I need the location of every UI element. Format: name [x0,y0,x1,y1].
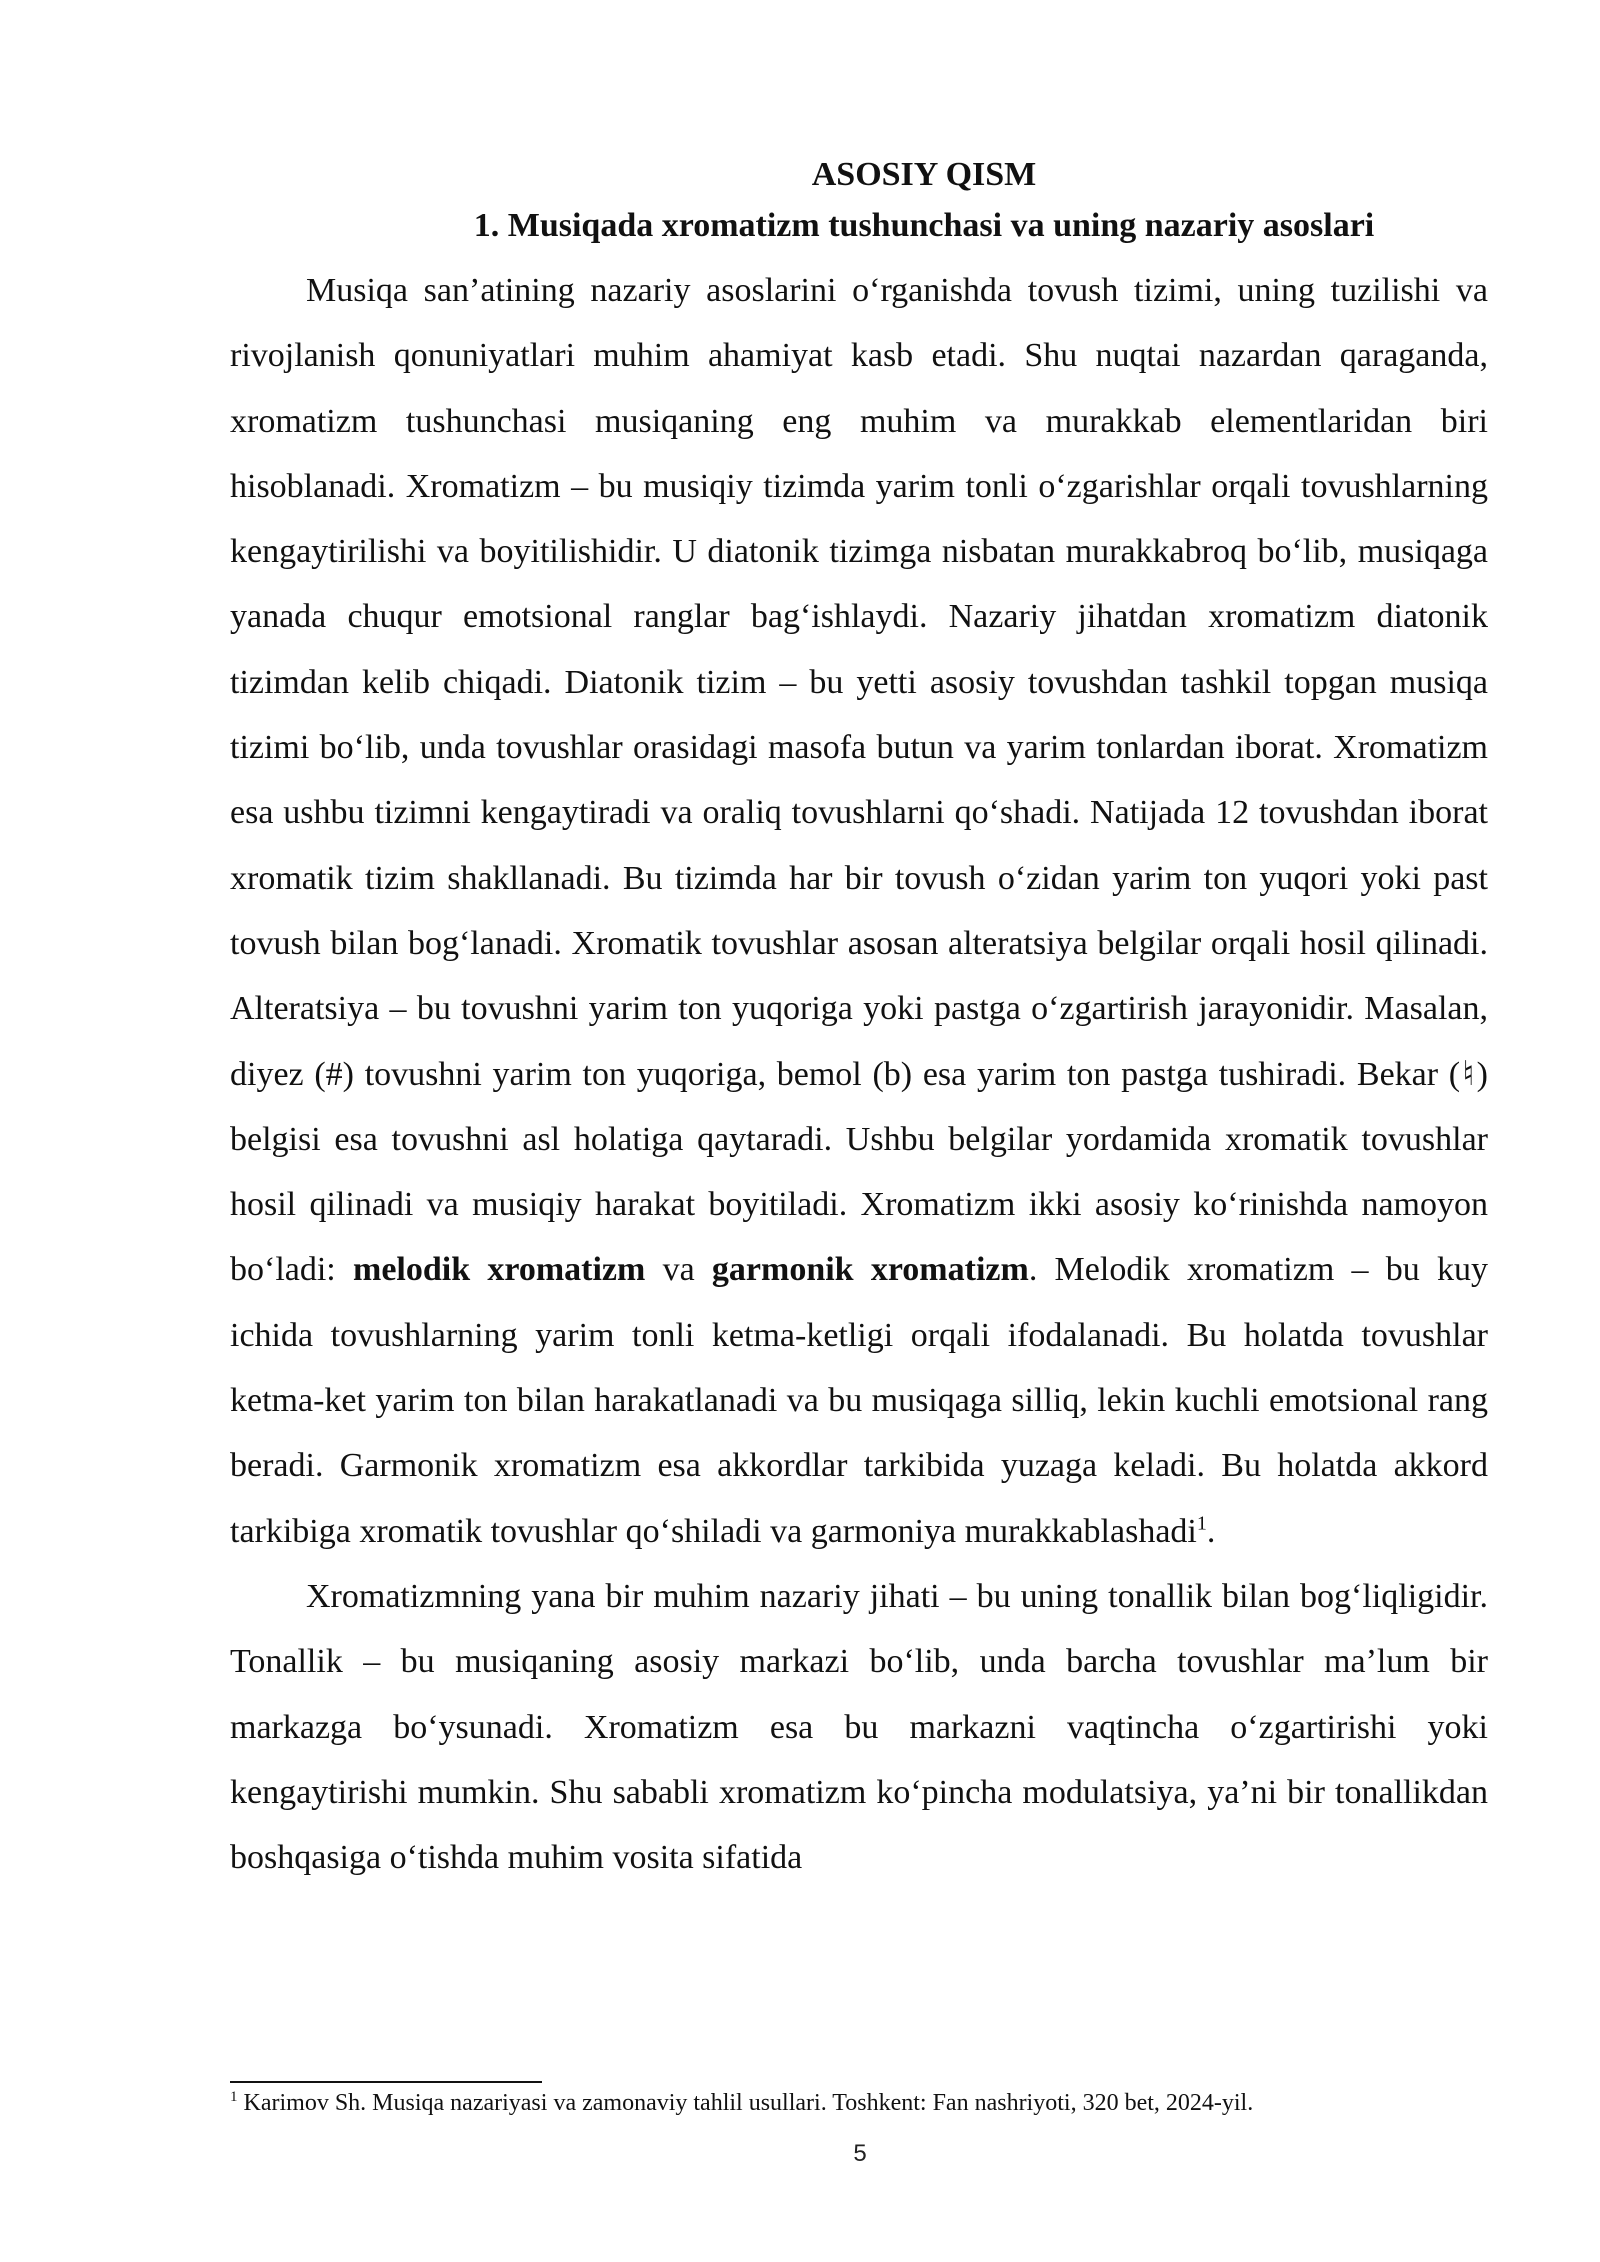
section-heading: ASOSIY QISM [811,156,1037,193]
paragraph-1-text-a: Musiqa san’atining nazariy asoslarini o‘rganishda tovush tizimi, uning tuzilishi va rivojlanish qonuniyatlari muhim ahamiyat kasb etadi. Shu nuqtai nazardan qaraganda, xromatizm tushunchasi musiqaning eng muhim va murakkab elementlaridan biri hisoblanadi. Xromatizm – bu musiqiy tizimda yarim tonli o‘zgarishlar orqali tovushlarning kengaytirilishi va boyitilishidir. U diatonik tizimga nisbatan murakkabroq bo‘lib, musiqaga yanada chuqur emotsional ranglar bag‘ishlaydi. Nazariy jihatdan xromatizm diatonik tizimdan kelib chiqadi. Diatonik tizim – bu yetti asosiy tovushdan tashkil topgan musiqa tizimi bo‘lib, unda tovushlar orasidagi masofa butun va yarim tonlardan iborat. Xromatizm esa ushbu tizimni kengaytiradi va oraliq tovushlarni qo‘shadi. Natijada 12 tovushdan iborat xromatik tizim shakllanadi. Bu tizimda har bir tovush o‘zidan yarim ton yuqori yoki past tovush bilan bog‘lanadi. Xromatik tovushlar asosan alteratsiya belgilar orqali hosil qilinadi. Alteratsiya – bu tovushni yarim ton yuqoriga yoki pastga o‘zgartirish jarayonidir. Masalan, diyez (#) tovushni yarim ton yuqoriga, bemol (b) esa yarim ton pastga tushiradi. Bekar (♮) belgisi esa tovushni asl holatiga qaytaradi. Ushbu belgilar yordamida xromatik tovushlar hosil qilinadi va musiqiy harakat boyitiladi. Xromatizm ikki asosiy ko‘rinishda namoyon bo‘ladi: [230,272,1488,1289]
chapter-title: 1. Musiqada xromatizm tushunchasi va uning nazariy asoslari [473,207,1375,244]
paragraph-1-end: . [1206,1512,1216,1550]
paragraph-2: Xromatizmning yana bir muhim nazariy jihati – bu uning tonallik bilan bog‘liqligidir. Tonallik – bu musiqaning asosiy markazi bo‘lib, unda barcha tovushlar ma’lum bir markazga bo‘ysunadi. Xromatizm esa bu markazni vaqtincha o‘zgartirishi yoki kengaytirishi mumkin. Shu sababli xromatizm ko‘pincha modulatsiya, ya’ni bir tonallikdan boshqasiga o‘tishda muhim vosita sifatida [230,1577,1488,1877]
bold-term-garmonik: garmonik xromatizm [711,1251,1029,1289]
footnote [230,2086,1488,2120]
footnote-separator [230,2081,542,2083]
paragraph-1-text-c: . Melodik xromatizm – bu kuy ichida tovushlarning yarim tonli ketma-ketligi orqali ifodalanadi. Bu holatda tovushlar ketma-ket yarim ton bilan harakatlanadi va bu musiqaga silliq, lekin kuchli emotsional rang beradi. Garmonik xromatizm esa akkordlar tarkibida yuzaga keladi. Bu holatda akkord tarkibiga xromatik tovushlar qo‘shiladi va garmoniya murakkablashadi [230,1251,1488,1550]
footnote-text: Karimov Sh. Musiqa nazariyasi va zamonaviy tahlil usullari. Toshkent: Fan nashriyoti, 320 bet, 2024-yil. [237,2090,1254,2116]
footnote-number: 1 [230,2089,238,2105]
bold-term-melodik: melodik xromatizm [353,1251,646,1289]
page-number: 5 [853,2140,867,2167]
paragraph-1 [230,258,1488,1564]
paragraph-1-text-b: va [645,1251,712,1289]
footnote-reference[interactable]: 1 [1196,1512,1207,1535]
main-content [230,150,1488,1890]
